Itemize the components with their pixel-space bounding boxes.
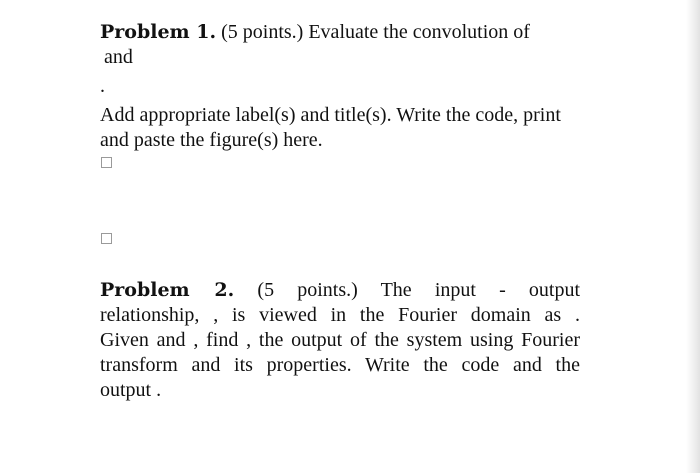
problem-2-prompt: The input - output: [380, 279, 581, 301]
problem-1-instructions-line-1: Add appropriate label(s) and title(s). Write the code, print: [100, 104, 561, 126]
problem-1-dot: .: [100, 75, 105, 97]
page-edge-shadow: [686, 0, 700, 473]
problem-2-line-3: Given and , find , the output of the system using Fourier: [100, 329, 580, 351]
problem-1-points: (5 points.): [221, 21, 304, 43]
problem-2-line-2: relationship, , is viewed in the Fourier domain as .: [100, 304, 580, 326]
problem-2-heading: Problem 2.: [100, 279, 235, 301]
problem-2-line-4: transform and its properties. Write the code and the: [100, 354, 580, 376]
problem-1-prompt: Evaluate the convolution of: [308, 21, 530, 43]
problem-1: [100, 20, 580, 70]
problem-2: [100, 278, 580, 403]
problem-2-first-line: [100, 278, 580, 303]
missing-image-placeholder-1: [101, 157, 112, 168]
problem-1-instructions: [100, 103, 580, 153]
problem-1-first-line: [100, 20, 580, 45]
missing-image-placeholder-2: [101, 233, 112, 244]
problem-1-and-text: and: [104, 46, 133, 68]
problem-1-and-line: [100, 45, 580, 70]
problem-2-points: (5 points.): [257, 279, 358, 301]
problem-2-line-5: output .: [100, 379, 162, 401]
problem-1-instructions-line-2: and paste the figure(s) here.: [100, 129, 323, 151]
problem-1-heading: Problem 1.: [100, 21, 217, 43]
